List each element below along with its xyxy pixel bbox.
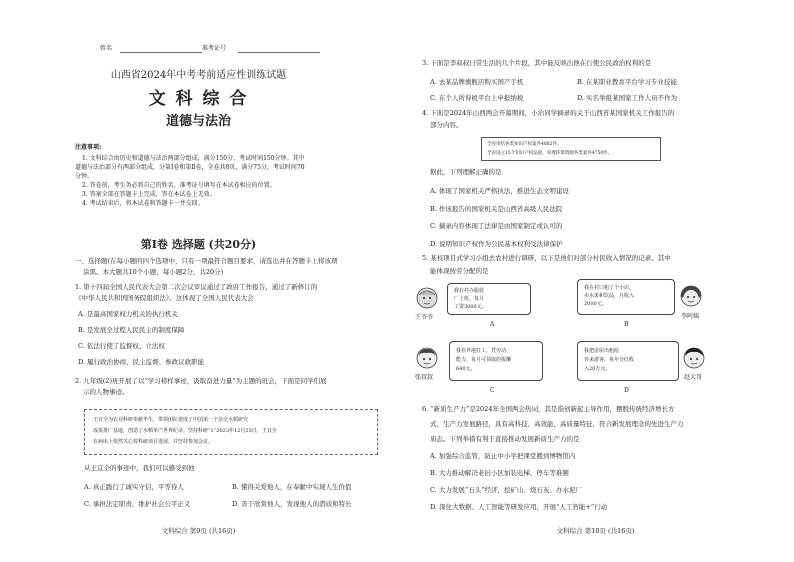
subject-title: 文 科 综 合 (148, 89, 249, 109)
bubble-line: 卖水果和饮品，月收入 (584, 293, 635, 299)
option-a[interactable]: A. 加强综合监管，防止中小学把课堂搬到博物馆内 (430, 452, 576, 460)
option-c[interactable]: C. 摘录内容体现了法律是由国家制定或认可的 (430, 222, 563, 230)
question-text: 2. 九年级(2)班开展了以“学习榜样事迹，汲取奋进力量”为主题的班会，下面是同学们展 (75, 377, 327, 385)
name-line (120, 52, 202, 53)
material-line: 成果推广基地，创造了水稻单产世界纪录。坚持科研“1”2023年12月23日，王宜全 (93, 428, 277, 434)
option-a[interactable]: A. 体现了国家机关严格执法，推进生态文明建设 (430, 187, 569, 195)
question-4 (422, 107, 674, 131)
option-c[interactable]: C. 依法行使了监督权、立法权 (78, 342, 165, 350)
option-c[interactable]: C. 在个人所得税平台上申报纳税 (430, 94, 524, 102)
grandpa-avatar-icon (415, 286, 439, 310)
material-line: 王宜全为农业科研奉献毕生，带领团队建成了中国第一个杂交水稻研究 (93, 417, 249, 423)
option-c[interactable]: C. 大力发展“石头”经济，挖矿山、烧石灰、办水泥厂 (430, 486, 583, 494)
material-line: 全省审结各类知识产权案件4882件。 (487, 142, 562, 147)
q2-material-box (84, 409, 378, 455)
exam-page-right (397, 0, 794, 562)
page-footer: 文科综合 第9页 (共16页) (161, 527, 236, 535)
question-2 (75, 376, 327, 398)
panel-c-label: C (490, 387, 495, 394)
speech-bubble-b (577, 279, 675, 315)
panel-a-label: A (490, 321, 495, 328)
material-line: 在病床上依然关心着科研项目进展，并坚持参加会议。 (93, 439, 214, 445)
question-text: 《中华人民共和国国务院组织法》。这体现了全国人民代表大会 (75, 294, 254, 302)
name-label: 姓名 (100, 45, 113, 52)
question-text: 6. “新质生产力”是2024年全国两会热词，其是指创新起主导作用，摆脱传统经济增长方 (422, 405, 675, 413)
person-d-name: 赵大哥 (684, 374, 703, 381)
option-d[interactable]: D. 说明知识产权作为公民基本权利受法律保护 (430, 239, 563, 248)
person-c-name: 张叔叔 (415, 374, 434, 381)
bubble-line: 能力，每月可领取的报酬 (456, 357, 512, 363)
bubble-line: 我在村口租了个小店， (584, 285, 635, 291)
question-text: 质态。下列举措有利于直接推动发展新质生产力的是 (430, 435, 580, 443)
question-text: 部分内容。 (430, 121, 463, 129)
panel-b-label: B (624, 321, 629, 328)
note-line: 道德与法治部分有两部分组成，分第Ⅰ卷和第Ⅱ卷，全卷共8页，满分75分，考试时间70 (75, 164, 305, 171)
q3-options-col2 (577, 74, 677, 106)
person-b-name: 李阿姨 (681, 313, 700, 320)
option-b[interactable]: B. 是发展全过程人民民主的制度保障 (78, 326, 185, 334)
note-line: 4. 考试结束后，将本试卷和答题卡一并交回。 (82, 200, 204, 207)
instruction-line: 一、选择题(在每小题的四个选项中，只有一项最符合题目要求，请选出并在答题卡上将该项 (75, 257, 338, 265)
exam-no-label: 准考证号 (202, 45, 227, 52)
speech-bubble-c (449, 341, 543, 381)
person-a-name: 王爷爷 (415, 314, 434, 321)
bubble-line: 我把房屋出租给 (584, 348, 620, 354)
q1-options (78, 306, 204, 370)
panel-d-label: D (624, 387, 629, 394)
question-text: 能体现按劳分配的是 (430, 267, 489, 275)
question-text: 4. 下面是2024年山西两会开幕期间，小治同学摘录的关于山西省某国家机关工作报告的 (422, 109, 675, 117)
aunt-avatar-icon (679, 284, 703, 308)
bubble-line: 外来游客，每年分红收 (584, 357, 635, 363)
bubble-line: 2000元。 (584, 301, 607, 307)
instructions (75, 256, 338, 278)
q2-prompt: 从王宜全的事迹中，我们可以感受到他 (84, 464, 195, 472)
q4-prompt: 据此，下列理解正确的是 (430, 168, 502, 176)
section-title: 道德与法治 (165, 114, 231, 129)
material-line: 全省设立15个知识产权法庭，审理环境资源各类案件4750件。 (487, 151, 613, 156)
question-text: 5. 某校项目式学习小组去农村进行调研，以下是他们对部分村民收入情况的记录。其中 (422, 254, 671, 262)
q4-options (430, 183, 569, 253)
question-text: 1. 第十四届全国人民代表大会第二次会议审议通过了政府工作报告，通过了新修订的 (75, 283, 318, 291)
option-b[interactable]: B. 懂得关爱他人，在奉献中实现人生价值 (232, 483, 352, 491)
bubble-line: 我在外地打工，凭劳动 (456, 348, 507, 354)
bubble-line: 入20万元。 (584, 366, 611, 372)
option-b[interactable]: B. 作该报告的国家机关是山西省高级人民法院 (430, 204, 563, 213)
speech-bubble-d (577, 341, 679, 381)
option-a[interactable]: A. 是最高国家权力机关的执行机关 (78, 310, 178, 318)
exam-no-line (238, 52, 320, 53)
note-line: 分钟。 (75, 173, 94, 180)
exam-title: 山西省2024年中考考前适应性训练试题 (110, 70, 287, 81)
bubble-line: 我在村办服装 (454, 288, 485, 294)
q6-options (430, 448, 607, 516)
part-title: 第Ⅰ卷 选择题 (共20分) (140, 238, 257, 251)
option-d[interactable]: D. 履行政治协商、民主监督、参政议政职能 (78, 358, 205, 366)
instruction-line: 涂黑。本大题共10个小题，每小题2分，共20分) (83, 268, 224, 276)
speech-bubble-a (447, 283, 531, 315)
question-6 (422, 402, 684, 447)
q4-material-box (481, 137, 661, 161)
bubble-line: 工资3000元。 (454, 304, 487, 310)
bubble-line: 厂上班，每月 (454, 296, 485, 302)
option-d[interactable]: D. 善于欣赏他人，发现他人的潜质和特长 (232, 500, 352, 508)
note-line: 3. 答案全部在答题卡上完成，答在本试卷上无效。 (82, 191, 216, 198)
option-d[interactable]: D. 深化大数据、人工智能等研发应用，开展“人工智能+”行动 (430, 503, 608, 511)
brother-avatar-icon (682, 346, 706, 370)
note-line: 1. 文科综合由历史和道德与法治两部分组成，满分150分，考试时间150分钟。其中 (82, 155, 305, 162)
option-a[interactable]: A. 去某品牌旗舰店购买国产手机 (430, 78, 524, 86)
notes-list (75, 154, 382, 208)
q3-options-col1 (430, 74, 523, 106)
question-3: 3. 下面是李叔叔日常生活的几个片段，其中能反映出他在行使公民政治权利的是 (422, 59, 652, 67)
option-c[interactable]: C. 承担法定职责，维护社会公平正义 (84, 500, 191, 508)
note-line: 2. 答卷前，考生务必将自己的姓名、准考证号填写在本试卷相应的位置。 (82, 182, 276, 189)
q2-options-col1 (84, 479, 190, 513)
question-text: 式、生产力发展路径，具有高科技、高效能、高质量特征，符合新发展理念的先进生产力 (430, 420, 684, 428)
option-a[interactable]: A. 真正践行了诚实守信，平等待人 (84, 483, 184, 491)
option-b[interactable]: B. 在某职业教育平台学习专业技能 (577, 78, 677, 86)
notes-title: 注意事项: (75, 144, 102, 151)
question-text: 示的人物事迹。 (83, 388, 129, 396)
bubble-line: 640元。 (456, 366, 476, 372)
question-1 (75, 282, 317, 304)
q2-options-col2 (232, 479, 352, 513)
question-5 (422, 252, 671, 278)
option-b[interactable]: B. 大力推动解决老旧小区加装电梯、停车等难题 (430, 469, 569, 477)
uncle-avatar-icon (415, 346, 439, 370)
option-d[interactable]: D. 实名举报某国家工作人员不作为 (577, 94, 678, 102)
page-footer: 文科综合 第10页 (共16页) (556, 527, 635, 535)
